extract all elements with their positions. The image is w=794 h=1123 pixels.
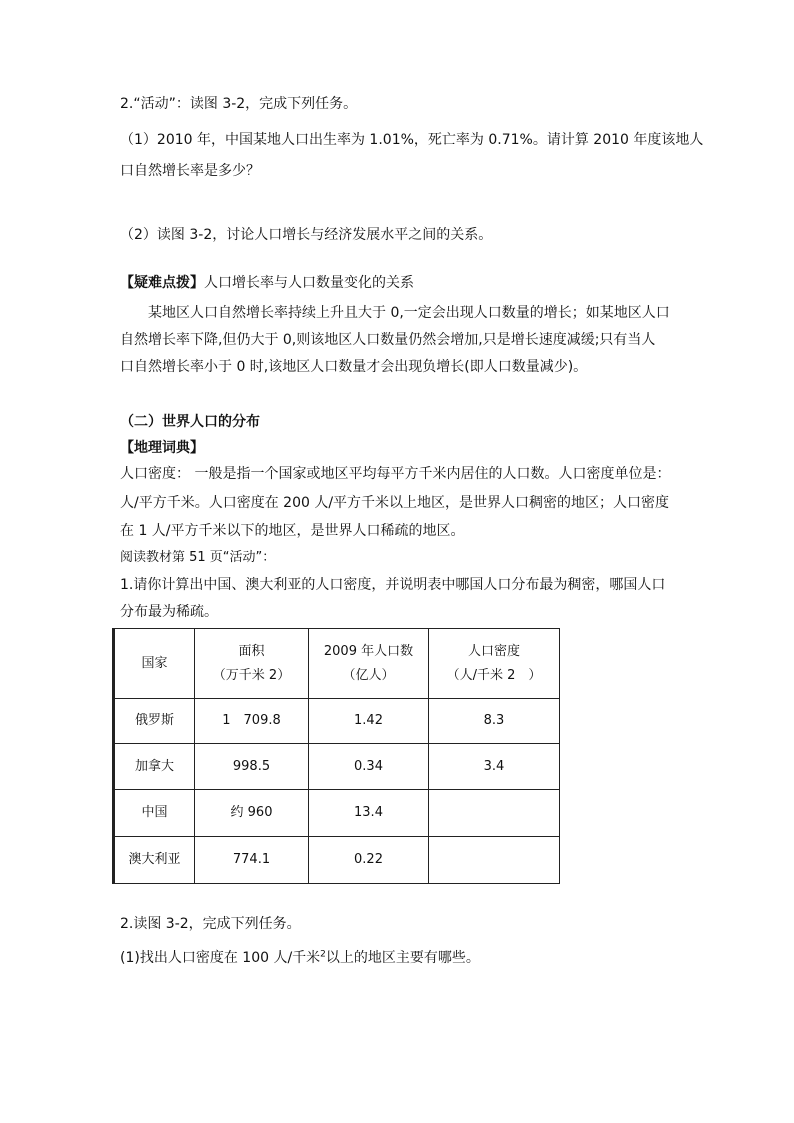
cell-country: 俄罗斯	[114, 699, 195, 744]
cell-population: 0.34	[309, 744, 429, 790]
tip-line3: 口自然增长率小于 0 时,该地区人口数量才会出现负增长(即人口数量减少)。	[120, 359, 588, 375]
def-line1: 人口密度： 一般是指一个国家或地区平均每平方千米内居住的人口数。人口密度单位是：	[120, 466, 671, 482]
def-line2: 人/平方千米。人口密度在 200 人/平方千米以上地区，是世界人口稠密的地区；人口密度	[120, 495, 670, 511]
def-line3: 在 1 人/平方千米以下的地区，是世界人口稀疏的地区。	[120, 523, 465, 539]
tip-heading	[120, 274, 414, 292]
tip-title: 人口增长率与人口数量变化的关系	[204, 275, 414, 291]
table-row	[114, 790, 560, 837]
q2-1-question-post: 以上的地区主要有哪些。	[325, 950, 480, 966]
q2-activity-title: 2.“活动”：读图 3-2，完成下列任务。	[120, 96, 358, 112]
read-instruction: 阅读教材第 51 页“活动”：	[120, 550, 276, 565]
q2-1-line1: （1）2010 年，中国某地人口出生率为 1.01%，死亡率为 0.71%。请计算 2010 年度该地人	[120, 132, 704, 148]
cell-population: 0.22	[309, 837, 429, 884]
cell-density: 8.3	[429, 699, 560, 744]
tip-label: 【疑难点拨】	[120, 275, 204, 291]
tip-line2: 自然增长率下降,但仍大于 0,则该地区人口数量仍然会增加,只是增长速度减缓;只有当人	[120, 332, 656, 348]
header-density: 人口密度 （人/千米 2 ）	[429, 629, 560, 699]
table-row	[114, 699, 560, 744]
cell-country: 澳大利亚	[114, 837, 195, 884]
header-population: 2009 年人口数 （亿人）	[309, 629, 429, 699]
cell-density[interactable]	[429, 837, 560, 884]
cell-density[interactable]	[429, 790, 560, 837]
q2-read-title: 2.读图 3-2，完成下列任务。	[120, 916, 301, 932]
q1-line1: 1.请你计算出中国、澳大利亚的人口密度，并说明表中哪国人口分布最为稠密，哪国人口	[120, 577, 666, 593]
header-area: 面积 （万千米 2）	[195, 629, 309, 699]
cell-density: 3.4	[429, 744, 560, 790]
q2-2-text: （2）读图 3-2，讨论人口增长与经济发展水平之间的关系。	[120, 227, 493, 243]
tip-line1: 某地区人口自然增长率持续上升且大于 0,一定会出现人口数量的增长；如某地区人口	[148, 305, 670, 321]
q1-line2: 分布最为稀疏。	[120, 604, 218, 620]
cell-country: 中国	[114, 790, 195, 837]
table-row	[114, 837, 560, 884]
cell-population: 1.42	[309, 699, 429, 744]
cell-area: 774.1	[195, 837, 309, 884]
cell-population: 13.4	[309, 790, 429, 837]
table-header-row	[114, 629, 560, 699]
q2-1-question-pre: (1)找出人口密度在 100 人/千米	[120, 950, 321, 966]
dict-label: 【地理词典】	[120, 440, 204, 456]
cell-country: 加拿大	[114, 744, 195, 790]
q2-1-line2: 口自然增长率是多少？	[120, 163, 260, 179]
cell-area: 1 709.8	[195, 699, 309, 744]
table-row	[114, 744, 560, 790]
section-heading: （二）世界人口的分布	[120, 414, 260, 430]
header-country: 国家	[114, 629, 195, 699]
q2-1-question	[120, 949, 480, 967]
cell-area: 998.5	[195, 744, 309, 790]
superscript-two: 2	[320, 949, 326, 960]
cell-area: 约 960	[195, 790, 309, 837]
population-density-table	[112, 628, 560, 884]
